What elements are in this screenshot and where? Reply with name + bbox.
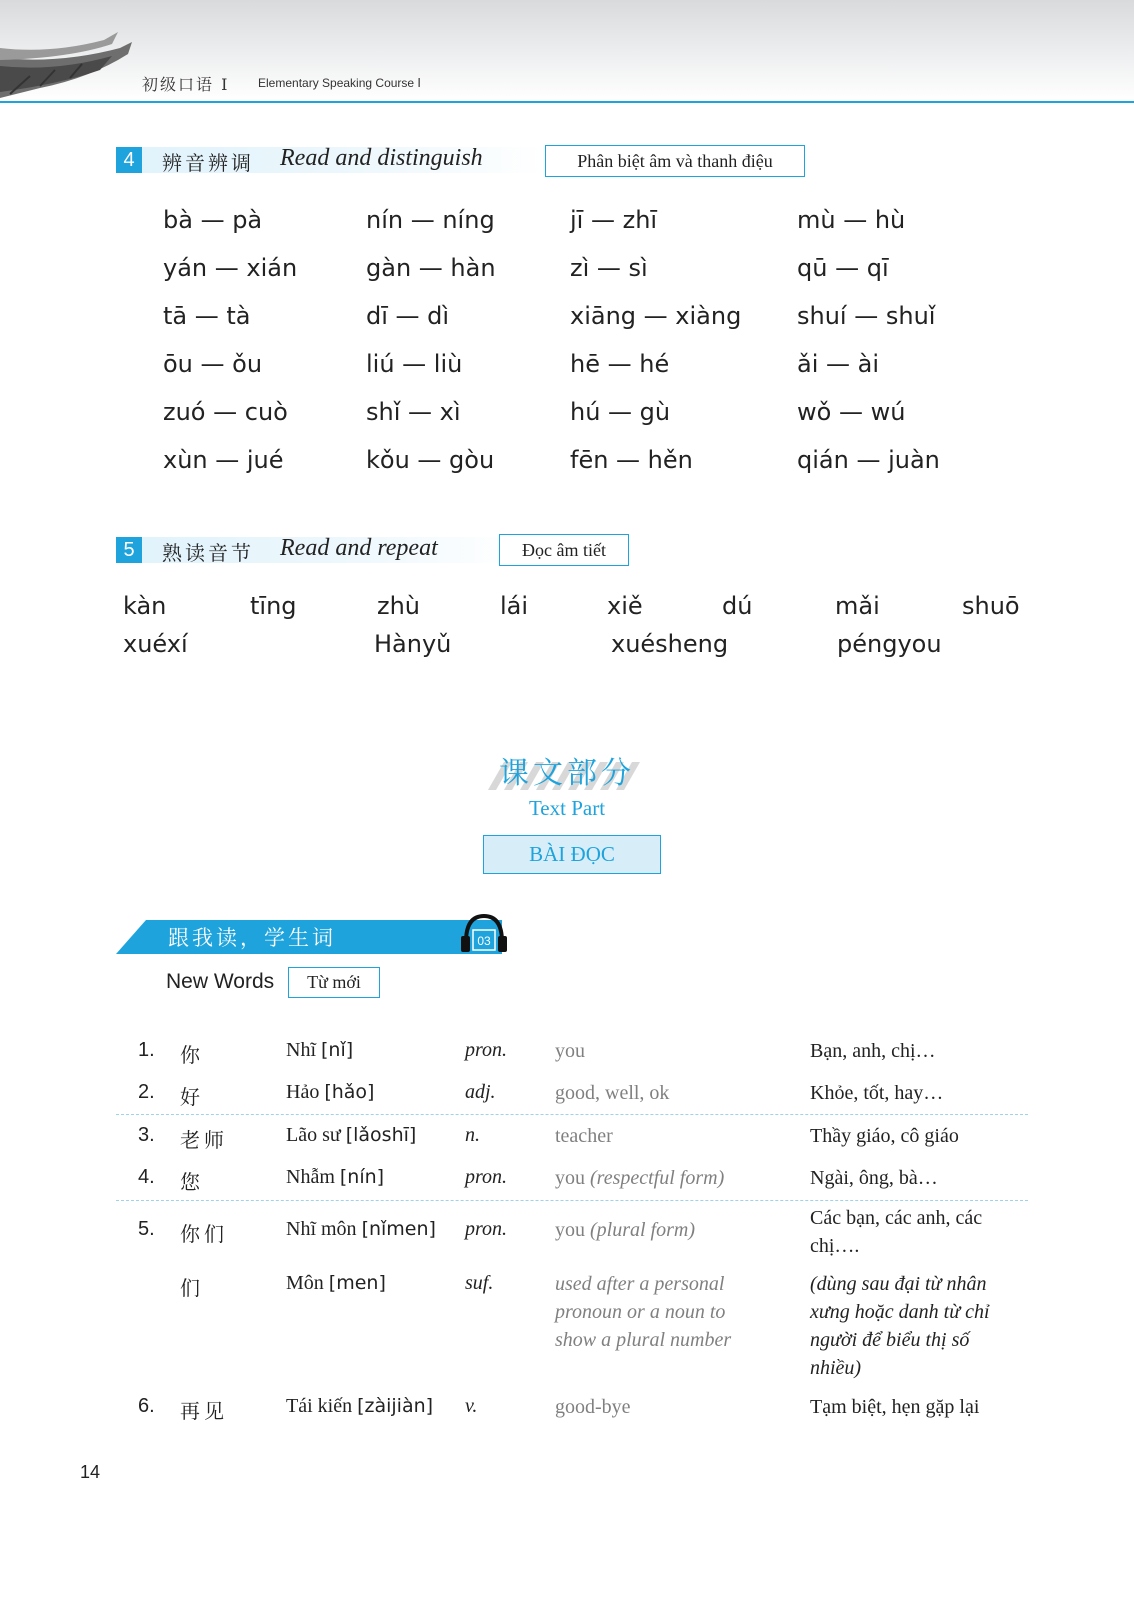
vocab-hanzi: 你 bbox=[180, 1043, 204, 1067]
vocab-sino-vietnamese bbox=[286, 1395, 433, 1418]
vocab-english: good, well, ok bbox=[555, 1082, 670, 1104]
syllable-item: mǎi bbox=[835, 592, 880, 620]
vocab-number: 4. bbox=[138, 1166, 155, 1188]
vocab-vietnamese: Tạm biệt, hẹn gặp lại bbox=[810, 1396, 980, 1418]
pair-item: hē — hé bbox=[570, 350, 670, 378]
pair-item: yán — xián bbox=[163, 254, 298, 282]
pagoda-roof-icon bbox=[0, 18, 140, 100]
vocab-part-of-speech: pron. bbox=[465, 1218, 508, 1240]
vocab-sino-vietnamese bbox=[286, 1081, 374, 1104]
section-5-title-vi: Đọc âm tiết bbox=[499, 534, 629, 566]
pair-item: wǒ — wú bbox=[797, 398, 906, 426]
vocab-title-cn: 跟我读，学生词 bbox=[168, 926, 336, 950]
syllable-item: péngyou bbox=[837, 630, 942, 658]
pair-item: shuí — shuǐ bbox=[797, 302, 936, 330]
vocab-vietnamese: Bạn, anh, chị… bbox=[810, 1040, 936, 1062]
pair-item: ōu — ǒu bbox=[163, 350, 263, 378]
vocab-part-of-speech: n. bbox=[465, 1124, 480, 1146]
vocab-pinyin: [zàijiàn] bbox=[357, 1395, 434, 1417]
vocab-sino-vietnamese bbox=[286, 1166, 384, 1189]
vocab-vietnamese: Ngài, ông, bà… bbox=[810, 1167, 938, 1189]
pair-item: qián — juàn bbox=[797, 446, 940, 474]
headphones-icon[interactable] bbox=[458, 910, 510, 956]
vocab-sv-reading: Hảo bbox=[286, 1081, 320, 1103]
vocab-pinyin: [nín] bbox=[339, 1166, 385, 1188]
vocab-pinyin: [nǐmen] bbox=[361, 1218, 436, 1240]
vocab-pinyin: [hǎo] bbox=[324, 1081, 375, 1103]
pair-item: liú — liù bbox=[366, 350, 463, 378]
vocab-english-word: you bbox=[555, 1219, 585, 1241]
vocab-english bbox=[555, 1216, 765, 1244]
vocab-english: you bbox=[555, 1040, 585, 1062]
pair-item: jī — zhī bbox=[570, 206, 658, 234]
vocab-hanzi: 们 bbox=[180, 1276, 204, 1300]
pair-item: ǎi — ài bbox=[797, 350, 880, 378]
vocab-sv-reading: Nhĩ môn bbox=[286, 1218, 357, 1240]
vocab-english: good-bye bbox=[555, 1396, 631, 1418]
vocab-hanzi: 老师 bbox=[180, 1128, 228, 1152]
syllable-item: tīng bbox=[250, 592, 297, 620]
vocab-sv-reading: Nhĩ bbox=[286, 1039, 316, 1061]
text-part-title-vi: BÀI ĐỌC bbox=[483, 835, 661, 874]
page-header bbox=[0, 0, 1134, 103]
pair-item: hú — gù bbox=[570, 398, 671, 426]
vocab-vietnamese: Khỏe, tốt, hay… bbox=[810, 1082, 944, 1104]
vocab-part-of-speech: v. bbox=[465, 1395, 478, 1417]
pair-item: kǒu — gòu bbox=[366, 446, 495, 474]
vocab-part-of-speech: suf. bbox=[465, 1272, 494, 1294]
vocab-sino-vietnamese bbox=[286, 1039, 353, 1062]
vocab-vietnamese: Thầy giáo, cô giáo bbox=[810, 1125, 959, 1147]
pair-item: zuó — cuò bbox=[163, 398, 288, 426]
vocab-english-note: (respectful form) bbox=[590, 1167, 725, 1189]
vocab-english bbox=[555, 1164, 765, 1192]
vocab-pinyin: [lǎoshī] bbox=[345, 1124, 417, 1146]
syllable-item: xiě bbox=[607, 592, 643, 620]
pair-item: xiāng — xiàng bbox=[570, 302, 742, 330]
vocab-number: 2. bbox=[138, 1081, 155, 1103]
vocab-vietnamese: (dùng sau đại từ nhân xưng hoặc danh từ chỉ người để biểu thị số nhiều) bbox=[810, 1273, 990, 1379]
audio-track-number: 03 bbox=[477, 934, 491, 948]
vocab-pinyin: [men] bbox=[328, 1272, 386, 1294]
vocab-english: teacher bbox=[555, 1125, 613, 1147]
syllable-item: zhù bbox=[377, 592, 421, 620]
vocab-number: 5. bbox=[138, 1218, 155, 1240]
pair-item: qū — qī bbox=[797, 254, 889, 282]
vocab-english: used after a personal pronoun or a noun to show a plural number bbox=[555, 1273, 732, 1351]
vocab-sino-vietnamese bbox=[286, 1218, 436, 1241]
vocab-hanzi: 您 bbox=[180, 1170, 204, 1194]
pair-item: tā — tà bbox=[163, 302, 251, 330]
text-part-title-en: Text Part bbox=[528, 796, 606, 820]
section-5-title-cn: 熟读音节 bbox=[162, 541, 254, 565]
text-part-title-cn: 课文部分 bbox=[499, 756, 635, 791]
pair-item: gàn — hàn bbox=[366, 254, 496, 282]
vocab-sino-vietnamese bbox=[286, 1272, 386, 1295]
vocab-sv-reading: Môn bbox=[286, 1272, 324, 1294]
vocab-sv-reading: Lão sư bbox=[286, 1124, 341, 1146]
pair-item: shǐ — xì bbox=[366, 398, 461, 426]
section-4-title-vi: Phân biệt âm và thanh điệu bbox=[545, 145, 805, 177]
vocab-sv-reading: Tái kiến bbox=[286, 1395, 353, 1417]
section-4-title-en: Read and distinguish bbox=[280, 145, 483, 171]
pair-item: fēn — hěn bbox=[570, 446, 693, 474]
vocab-number: 6. bbox=[138, 1395, 155, 1417]
vocab-part-of-speech: pron. bbox=[465, 1039, 508, 1061]
vocab-part-of-speech: adj. bbox=[465, 1081, 496, 1103]
syllable-item: shuō bbox=[962, 592, 1020, 620]
vocab-pinyin: [nǐ] bbox=[321, 1039, 354, 1061]
vocab-hanzi: 再见 bbox=[180, 1399, 228, 1423]
page-number: 14 bbox=[80, 1462, 101, 1482]
syllable-item: lái bbox=[500, 592, 529, 620]
pair-item: bà — pà bbox=[163, 206, 263, 234]
vocab-english-word: you bbox=[555, 1167, 585, 1189]
vocab-hanzi: 好 bbox=[180, 1085, 204, 1109]
divider bbox=[116, 1200, 1028, 1201]
pair-item: nín — níng bbox=[366, 206, 495, 234]
vocab-part-of-speech: pron. bbox=[465, 1166, 508, 1188]
vocab-english-note: (plural form) bbox=[590, 1219, 695, 1241]
new-words-label-vi: Từ mới bbox=[288, 967, 380, 998]
section-4-number: 4 bbox=[116, 147, 142, 173]
vocab-sv-reading: Nhẫm bbox=[286, 1166, 335, 1188]
pair-item: dī — dì bbox=[366, 302, 450, 330]
syllable-item: Hànyǔ bbox=[374, 630, 452, 658]
vocab-number: 3. bbox=[138, 1124, 155, 1146]
pair-item: xùn — jué bbox=[163, 446, 284, 474]
section-5-title-en: Read and repeat bbox=[280, 535, 438, 561]
header-title-en: Elementary Speaking Course Ⅰ bbox=[258, 76, 421, 90]
vocab-sino-vietnamese bbox=[286, 1124, 416, 1147]
syllable-item: xuéxí bbox=[123, 630, 188, 658]
pair-item: zì — sì bbox=[570, 254, 648, 282]
vocab-vietnamese: Các bạn, các anh, các chị…. bbox=[810, 1207, 983, 1257]
section-5-number: 5 bbox=[116, 537, 142, 563]
header-title-cn: 初级口语 Ⅰ bbox=[142, 75, 230, 94]
syllable-item: xuésheng bbox=[611, 630, 729, 658]
syllable-item: dú bbox=[722, 592, 753, 620]
pair-item: mù — hù bbox=[797, 206, 906, 234]
section-4-title-cn: 辨音辨调 bbox=[162, 151, 254, 175]
vocab-number: 1. bbox=[138, 1039, 155, 1061]
syllable-item: kàn bbox=[123, 592, 167, 620]
new-words-label: New Words bbox=[166, 970, 275, 993]
vocab-hanzi: 你们 bbox=[180, 1222, 228, 1246]
divider bbox=[116, 1114, 1028, 1115]
